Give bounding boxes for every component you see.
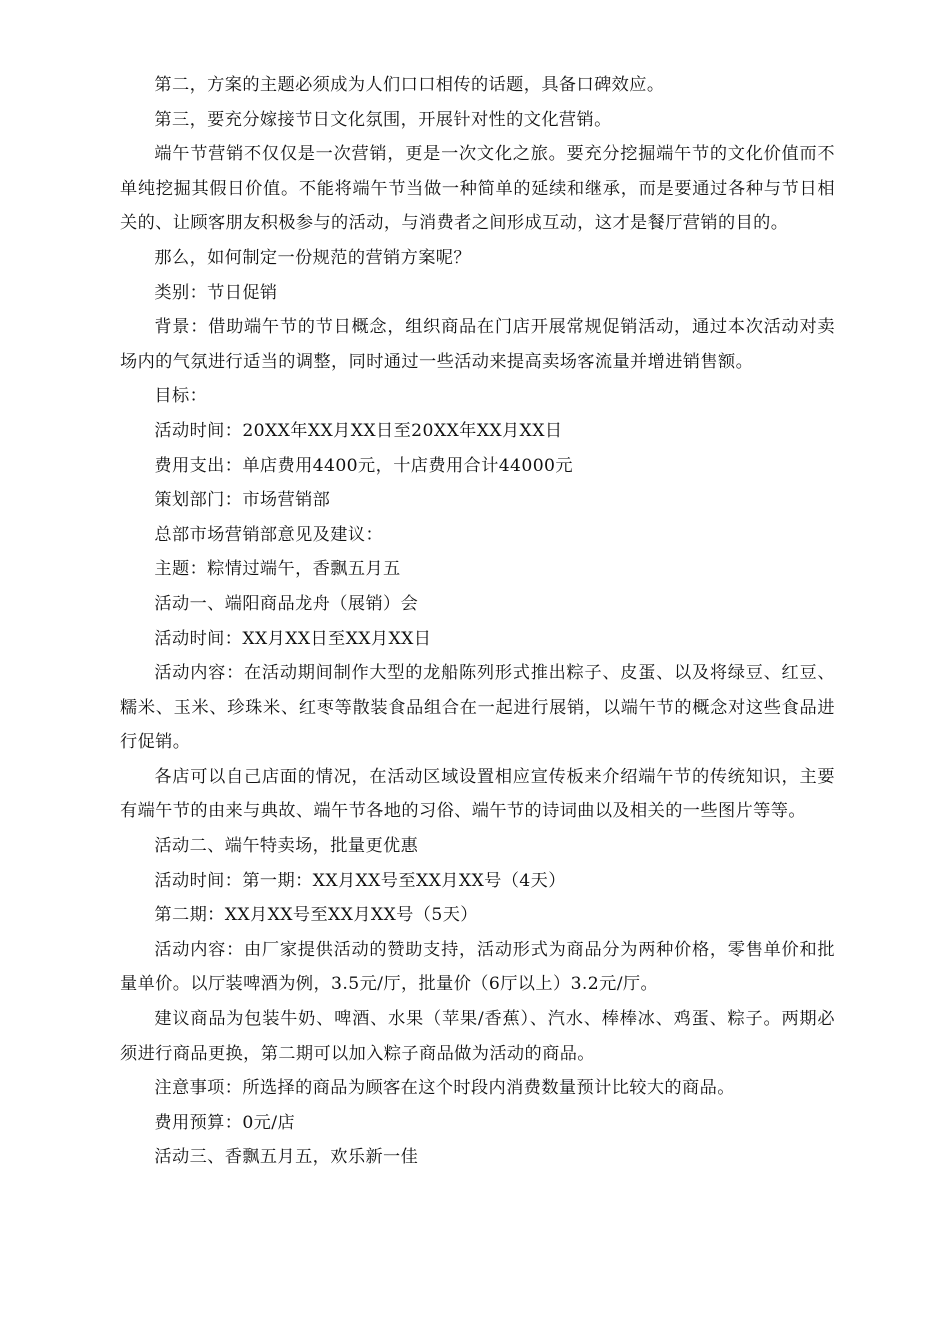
paragraph-activity-two-content: 活动内容：由厂家提供活动的赞助支持，活动形式为商品分为两种价格，零售单价和批量单价。以厅装啤酒为例，3.5元/厅，批量价（6厅以上）3.2元/厅。 bbox=[120, 939, 835, 995]
paragraph-activity-one-content: 活动内容：在活动期间制作大型的龙船陈列形式推出粽子、皮蛋、以及将绿豆、红豆、糯米、玉米、珍珠米、红枣等散装食品组合在一起进行展销，以端午节的概念对这些食品进行促销。 bbox=[120, 663, 835, 753]
paragraph-activity-one-time: 活动时间：XX月XX日至XX月XX日 bbox=[154, 628, 432, 649]
paragraph-activity-two: 活动二、端午特卖场，批量更优惠 bbox=[154, 836, 419, 857]
paragraph-category: 类别：节日促销 bbox=[154, 282, 278, 303]
paragraph-stores-display: 各店可以自己店面的情况，在活动区域设置相应宣传板来介绍端午节的传统知识，主要有端午节的由来与典故、端午节各地的习俗、端午节的诗词曲以及相关的一些图片等等。 bbox=[120, 766, 835, 822]
paragraph-suggested-products: 建议商品为包装牛奶、啤酒、水果（苹果/香蕉）、汽水、棒棒冰、鸡蛋、粽子。两期必须进行商品更换，第二期可以加入粽子商品做为活动的商品。 bbox=[120, 1009, 835, 1064]
paragraph-how-to-plan: 那么，如何制定一份规范的营销方案呢？ bbox=[154, 247, 471, 268]
paragraph-point-two: 第二，方案的主题必须成为人们口口相传的话题，具备口碑效应。 bbox=[154, 75, 665, 95]
paragraph-department: 策划部门：市场营销部 bbox=[154, 490, 331, 511]
paragraph-phase-two: 第二期：XX月XX号至XX月XX号（5天） bbox=[154, 905, 478, 926]
paragraph-activity-three: 活动三、香飘五月五，欢乐新一佳 bbox=[154, 1147, 419, 1168]
paragraph-hq-opinion: 总部市场营销部意见及建议： bbox=[154, 524, 384, 545]
paragraph-background: 背景：借助端午节的节日概念，组织商品在门店开展常规促销活动，通过本次活动对卖场内的气氛进行适当的调整，同时通过一些活动来提高卖场客流量并增进销售额。 bbox=[120, 317, 835, 372]
paragraph-theme: 主题：粽情过端午，香飘五月五 bbox=[154, 559, 401, 580]
paragraph-dragon-boat-marketing: 端午节营销不仅仅是一次营销，更是一次文化之旅。要充分挖掘端午节的文化价值而不单纯挖掘其假日价值。不能将端午节当做一种简单的延续和继承，而是要通过各种与节日相关的、让顾客朋友积极参与的活动，与消费者之间形成互动，这才是餐厅营销的目的。 bbox=[120, 144, 835, 234]
paragraph-activity-time: 活动时间：20XX年XX月XX日至20XX年XX月XX日 bbox=[154, 420, 563, 441]
paragraph-activity-two-time: 活动时间：第一期：XX月XX号至XX月XX号（4天） bbox=[154, 870, 566, 891]
paragraph-budget: 费用预算：0元/店 bbox=[154, 1112, 296, 1133]
paragraph-activity-one: 活动一、端阳商品龙舟（展销）会 bbox=[154, 593, 419, 614]
document-page bbox=[120, 68, 835, 1175]
paragraph-cost: 费用支出：单店费用4400元，十店费用合计44000元 bbox=[154, 455, 573, 476]
paragraph-goal: 目标： bbox=[154, 386, 208, 407]
paragraph-point-three: 第三，要充分嫁接节日文化氛围，开展针对性的文化营销。 bbox=[154, 109, 612, 130]
paragraph-notes: 注意事项：所选择的商品为顾客在这个时段内消费数量预计比较大的商品。 bbox=[154, 1078, 735, 1099]
